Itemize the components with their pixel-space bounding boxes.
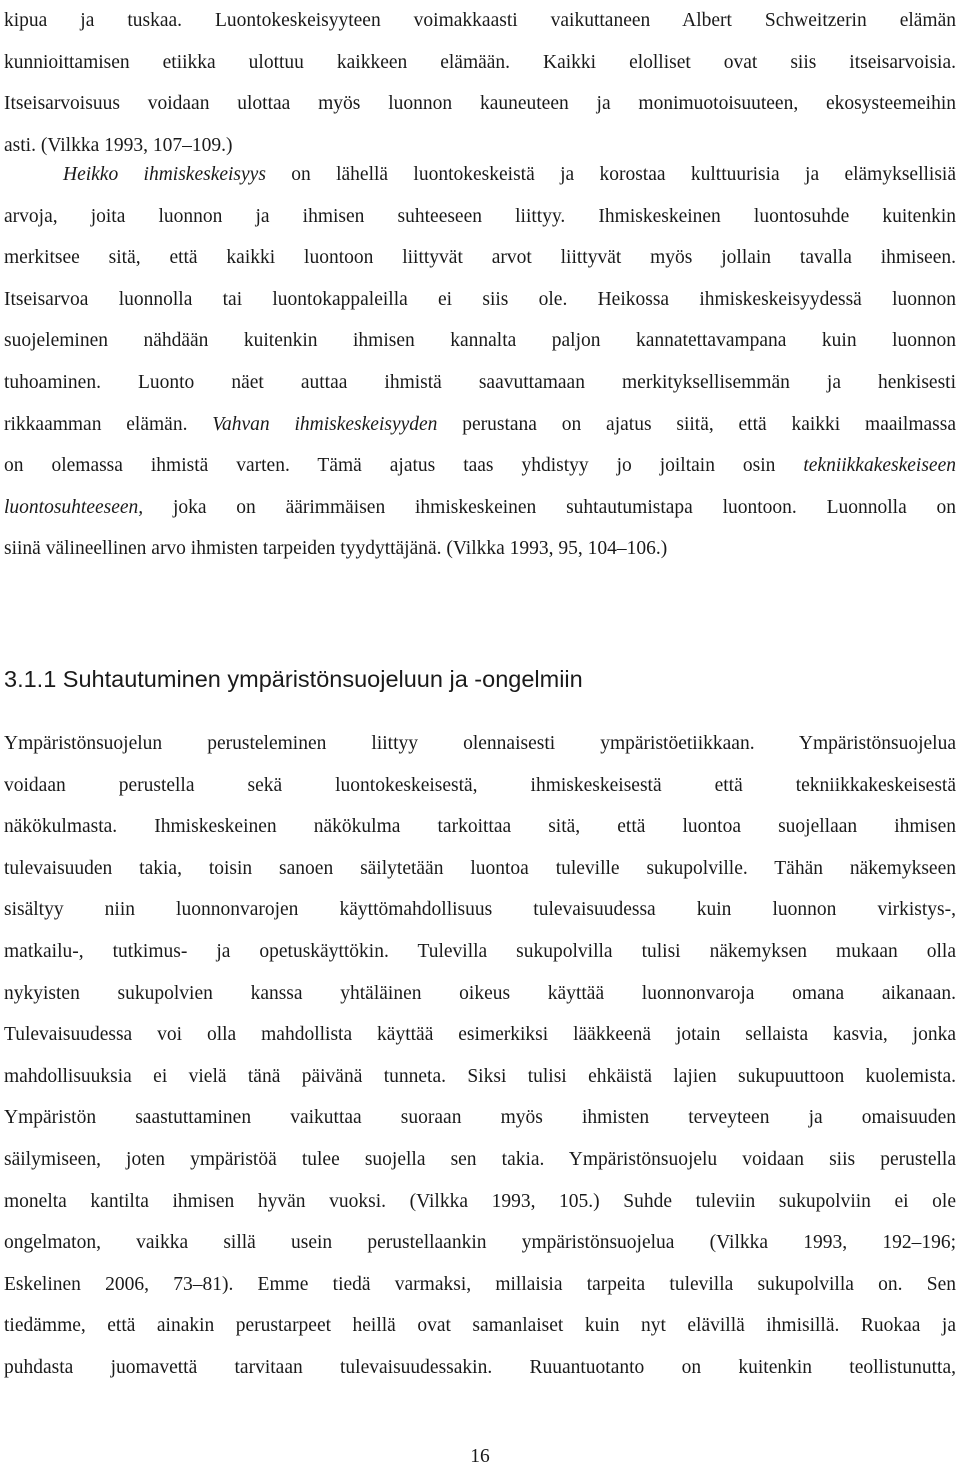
text-line (4, 154, 956, 196)
text-line (4, 1347, 956, 1389)
text-segment: Ympäristön saastuttaminen vaikuttaa suoraan myös ihmisten terveyteen ja omaisuuden (4, 1107, 956, 1129)
text-line (4, 931, 956, 973)
text-segment: kunnioittamisen etiikka ulottuu kaikkeen elämään. Kaikki elolliset ovat siis itseisarvoisia. (4, 51, 956, 73)
text-line (4, 723, 956, 765)
text-line (4, 1097, 956, 1139)
text-segment: säilymiseen, joten ympäristöä tulee suojella sen takia. Ympäristönsuojelu voidaan siis perustella (4, 1148, 956, 1170)
text-segment: tuhoaminen. Luonto näet auttaa ihmistä saavuttamaan merkityksellisemmän ja henkisesti (4, 371, 956, 393)
text-segment: matkailu-, tutkimus- ja opetuskäyttökin. Tulevilla sukupolvilla tulisi näkemyksen mukaan olla (4, 940, 956, 962)
page-number: 16 (470, 1446, 490, 1467)
italic-text: Vahvan ihmiskeskeisyyden (212, 413, 438, 435)
text-segment: asti. (Vilkka 1993, 107–109.) (4, 134, 233, 156)
text-line (4, 42, 956, 84)
text-line (4, 848, 956, 890)
text-segment: tulevaisuuden takia, toisin sanoen säilytetään luontoa tuleville sukupolville. Tähän näkemykseen (4, 857, 956, 879)
text-segment: rikkaamman elämän. (4, 413, 213, 435)
text-line (4, 1305, 956, 1347)
text-segment: monelta kantilta ihmisen hyvän vuoksi. (Vilkka 1993, 105.) Suhde tuleviin sukupolviin ei ole (4, 1190, 956, 1212)
text-line (4, 1222, 956, 1264)
text-segment: merkitsee sitä, että kaikki luontoon liittyvät arvot liittyvät myös jollain tavalla ihmiseen. (4, 247, 956, 269)
text-segment: puhdasta juomavettä tarvitaan tulevaisuudessakin. Ruuantuotanto on kuitenkin teollistunutta, (4, 1356, 956, 1378)
text-segment: Eskelinen 2006, 73–81). Emme tiedä varmaksi, millaisia tarpeita tulevilla sukupolvilla on. Sen (4, 1273, 956, 1295)
text-line (4, 806, 956, 848)
text-line (4, 320, 956, 362)
text-segment: kipua ja tuskaa. Luontokeskeisyyteen voimakkaasti vaikuttaneen Albert Schweitzerin elämän (4, 10, 956, 31)
text-line (4, 528, 956, 570)
text-segment: arvoja, joita luonnon ja ihmisen suhteeseen liittyy. Ihmiskeskeinen luontosuhde kuitenkin (4, 205, 956, 227)
text-line (4, 1181, 956, 1223)
text-line (4, 196, 956, 238)
text-line (4, 487, 956, 529)
text-line (4, 404, 956, 446)
italic-text: Heikko ihmiskeskeisyys (63, 164, 266, 185)
text-line (4, 973, 956, 1015)
text-segment: tiedämme, että ainakin perustarpeet heillä ovat samanlaiset kuin nyt elävillä ihmisillä. Ruokaa ja (4, 1315, 956, 1337)
text-segment: näkökulmasta. Ihmiskeskeinen näkökulma tarkoittaa sitä, että luontoa suojellaan ihmisen (4, 816, 956, 838)
text-line (4, 889, 956, 931)
text-segment: on lähellä luontokeskeistä ja korostaa kulttuurisia ja elämyksellisiä (265, 164, 956, 185)
text-line (4, 237, 956, 279)
section-heading: 3.1.1 Suhtautuminen ympäristönsuojeluun ja -ongelmiin (4, 666, 583, 692)
text-segment: Itseisarvoa luonnolla tai luontokappaleilla ei siis ole. Heikossa ihmiskeskeisyydessä luonnon (4, 288, 956, 310)
paragraph-1 (4, 0, 956, 166)
text-line (4, 83, 956, 125)
text-segment: suojeleminen nähdään kuitenkin ihmisen kannalta paljon kannatettavampana kuin luonnon (4, 330, 956, 352)
text-segment: Tulevaisuudessa voi olla mahdollista käyttää esimerkiksi lääkkeenä jotain sellaista kasvia, jonka (4, 1024, 956, 1046)
text-segment: mahdollisuuksia ei vielä tänä päivänä tunneta. Siksi tulisi ehkäistä lajien sukupuuttoon kuolemista. (4, 1065, 956, 1087)
text-line (4, 362, 956, 404)
text-line (4, 1014, 956, 1056)
text-line (4, 279, 956, 321)
text-segment: on olemassa ihmistä varten. Tämä ajatus taas yhdistyy jo joiltain osin (4, 455, 804, 477)
text-line (4, 1056, 956, 1098)
text-segment: siinä välineellinen arvo ihmisten tarpeiden tyydyttäjänä. (Vilkka 1993, 95, 104–106.) (4, 538, 668, 560)
text-segment: ongelmaton, vaikka sillä usein perustellaankin ympäristönsuojelua (Vilkka 1993, 192–196; (4, 1232, 956, 1254)
paragraph-2 (4, 154, 956, 570)
text-line (4, 1264, 956, 1306)
text-line (4, 445, 956, 487)
text-line (4, 765, 956, 807)
text-segment: nykyisten sukupolvien kanssa yhtäläinen oikeus käyttää luonnonvaroja omana aikanaan. (4, 982, 956, 1004)
text-segment: perustana on ajatus siitä, että kaikki maailmassa (437, 413, 957, 435)
text-line (4, 0, 956, 42)
italic-text: tekniikkakeskeiseen (803, 455, 956, 477)
paragraph-3 (4, 723, 956, 1389)
text-segment: Itseisarvoisuus voidaan ulottaa myös luonnon kauneuteen ja monimuotoisuuteen, ekosysteemeihin (4, 93, 956, 115)
text-segment: voidaan perustella sekä luontokeskeisestä, ihmiskeskeisestä että tekniikkakeskeisestä (4, 774, 956, 796)
text-line (4, 1139, 956, 1181)
italic-text: luontosuhteeseen, (4, 496, 144, 518)
text-segment: joka on äärimmäisen ihmiskeskeinen suhtautumistapa luontoon. Luonnolla on (143, 496, 956, 518)
text-segment: Ympäristönsuojelun perusteleminen liittyy olennaisesti ympäristöetiikkaan. Ympäristönsuojelua (4, 733, 956, 754)
text-segment: sisältyy niin luonnonvarojen käyttömahdollisuus tulevaisuudessa kuin luonnon virkistys-, (4, 899, 956, 921)
